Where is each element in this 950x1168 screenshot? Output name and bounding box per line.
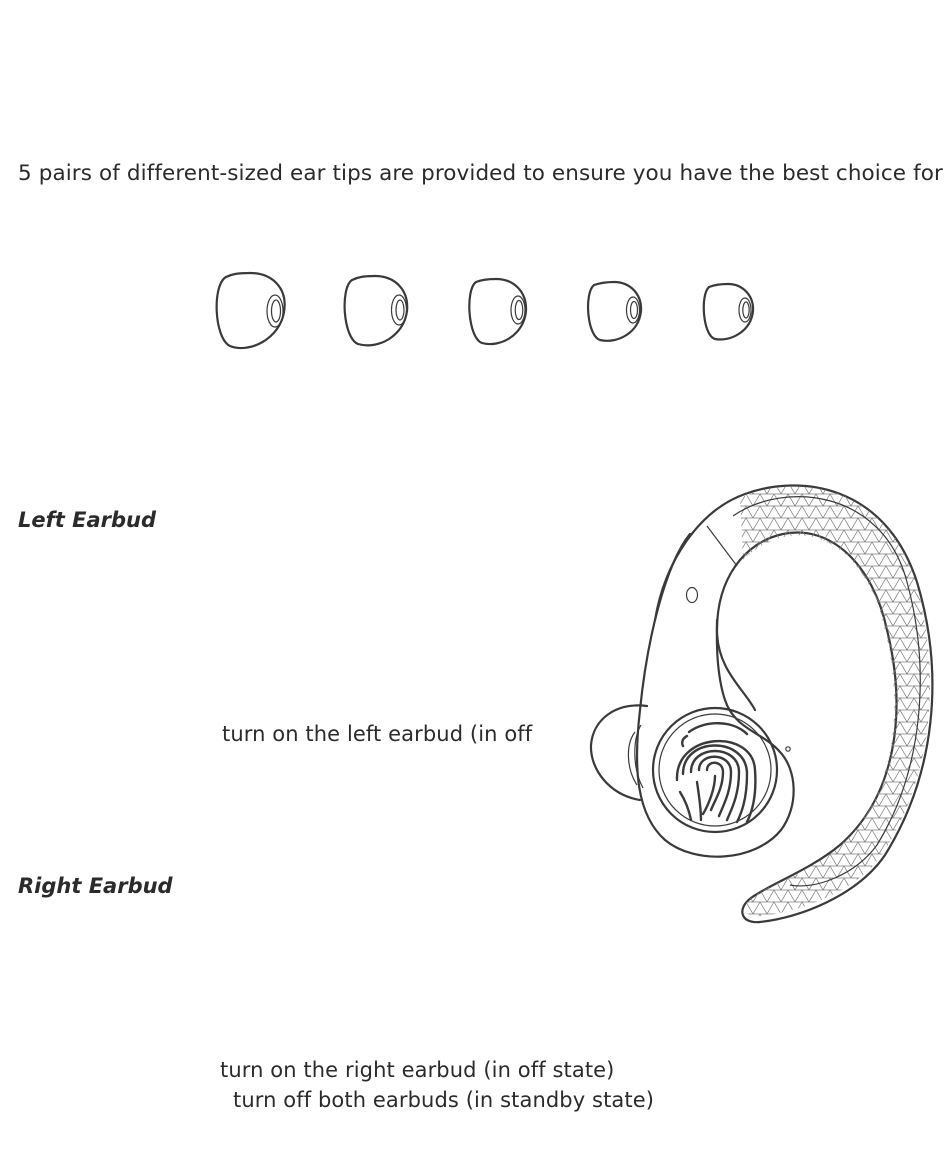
- ear-tips-illustration: [0, 260, 950, 380]
- ear-tip-4: [588, 282, 641, 341]
- ear-tip-1: [217, 273, 285, 348]
- left-earbud-instruction: turn on the left earbud (in off: [222, 722, 533, 746]
- ear-tip-2: [345, 276, 408, 345]
- right-earbud-instruction-2: turn off both earbuds (in standby state): [233, 1088, 655, 1112]
- earbud-illustration-icon: [585, 470, 945, 930]
- right-earbud-instruction-1: turn on the right earbud (in off state): [220, 1058, 615, 1082]
- right-earbud-heading: Right Earbud: [18, 874, 173, 898]
- left-earbud-heading: Left Earbud: [18, 508, 156, 532]
- intro-text: 5 pairs of different-sized ear tips are provided to ensure you have the best choice for: [18, 161, 943, 186]
- ear-tip-3: [469, 279, 526, 344]
- ear-tip-5: [704, 284, 753, 339]
